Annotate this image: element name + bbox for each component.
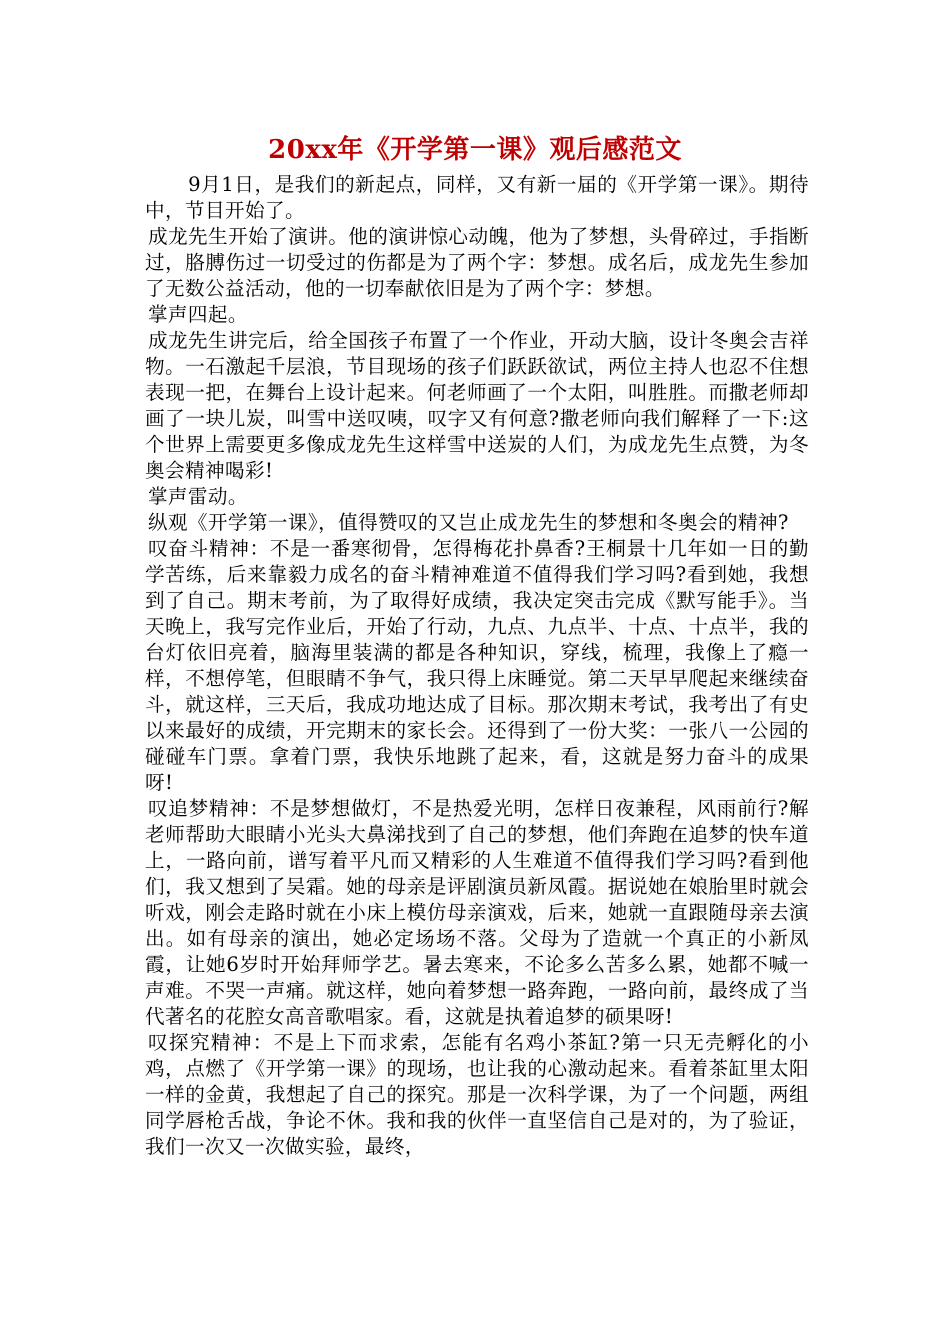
- paragraph: 成龙先生开始了演讲。他的演讲惊心动魄，他为了梦想，头骨碎过，手指断过，胳膊伤过一切受过的伤都是为了两个字：梦想。成名后，成龙先生参加了无数公益活动，他的一切奉献依旧是为了两个字：梦想。: [145, 225, 809, 300]
- paragraph: 成龙先生讲完后，给全国孩子布置了一个作业，开动大脑，设计冬奥会吉祥物。一石激起千层浪，节目现场的孩子们跃跃欲试，两位主持人也忍不住想表现一把，在舞台上设计起来。何老师画了一个太阳，叫胜胜。而撒老师却画了一块儿炭，叫雪中送叹咦，叹字又有何意?撒老师向我们解释了一下:这个世界上需要更多像成龙先生这样雪中送炭的人们，为成龙先生点赞，为冬奥会精神喝彩!: [145, 329, 809, 482]
- paragraph: 9月1日，是我们的新起点，同样，又有新一届的《开学第一课》。期待中，节目开始了。: [145, 173, 809, 222]
- paragraph: 叹奋斗精神：不是一番寒彻骨，怎得梅花扑鼻香?王桐景十几年如一日的勤学苦练，后来靠毅力成名的奋斗精神难道不值得我们学习吗?看到她，我想到了自己。期末考前，为了取得好成绩，我决定突击完成《默写能手》。当天晚上，我写完作业后，开始了行动，九点、九点半、十点、十点半，我的台灯依旧亮着，脑海里装满的都是各种知识，穿线，梳理，我像上了瘾一样，不想停笔，但眼睛不争气，我只得上床睡觉。第二天早早爬起来继续奋斗，就这样，三天后，我成功地达成了目标。那次期末考试，我考出了有史以来最好的成绩，开完期末的家长会。还得到了一份大奖：一张八一公园的碰碰车门票。拿着门票，我快乐地跳了起来，看，这就是努力奋斗的成果呀!: [145, 537, 809, 794]
- paragraph: 叹追梦精神：不是梦想做灯，不是热爱光明，怎样日夜兼程，风雨前行?解老师帮助大眼睛小光头大鼻涕找到了自己的梦想，他们奔跑在追梦的快车道上，一路向前，谱写着平凡而又精彩的人生难道不值得我们学习吗?看到他们，我又想到了吴霜。她的母亲是评剧演员新凤霞。据说她在娘胎里时就会听戏，刚会走路时就在小床上模仿母亲演戏，后来，她就一直跟随母亲去演出。如有母亲的演出，她必定场场不落。父母为了造就一个真正的小新凤霞，让她6岁时开始拜师学艺。暑去寒来，不论多么苦多么累，她都不喊一声难。不哭一声痛。就这样，她向着梦想一路奔跑，一路向前，最终成了当代著名的花腔女高音歌唱家。看，这就是执着追梦的硕果呀!: [145, 797, 809, 1028]
- paragraph: 纵观《开学第一课》，值得赞叹的又岂止成龙先生的梦想和冬奥会的精神?: [147, 511, 789, 534]
- document-body: [145, 172, 809, 1160]
- paragraph: 掌声四起。: [147, 303, 248, 326]
- paragraph: 叹探究精神：不是上下而求索，怎能有名鸡小茶缸?第一只无壳孵化的小鸡，点燃了《开学第一课》的现场，也让我的心激动起来。看着茶缸里太阳一样的金黄，我想起了自己的探究。那是一次科学课，为了一个问题，两组同学唇枪舌战，争论不休。我和我的伙伴一直坚信自己是对的，为了验证，我们一次又一次做实验，最终，: [145, 1031, 809, 1158]
- paragraph: 掌声雷动。: [147, 485, 248, 508]
- document-title: 20xx年《开学第一课》观后感范文: [268, 135, 682, 165]
